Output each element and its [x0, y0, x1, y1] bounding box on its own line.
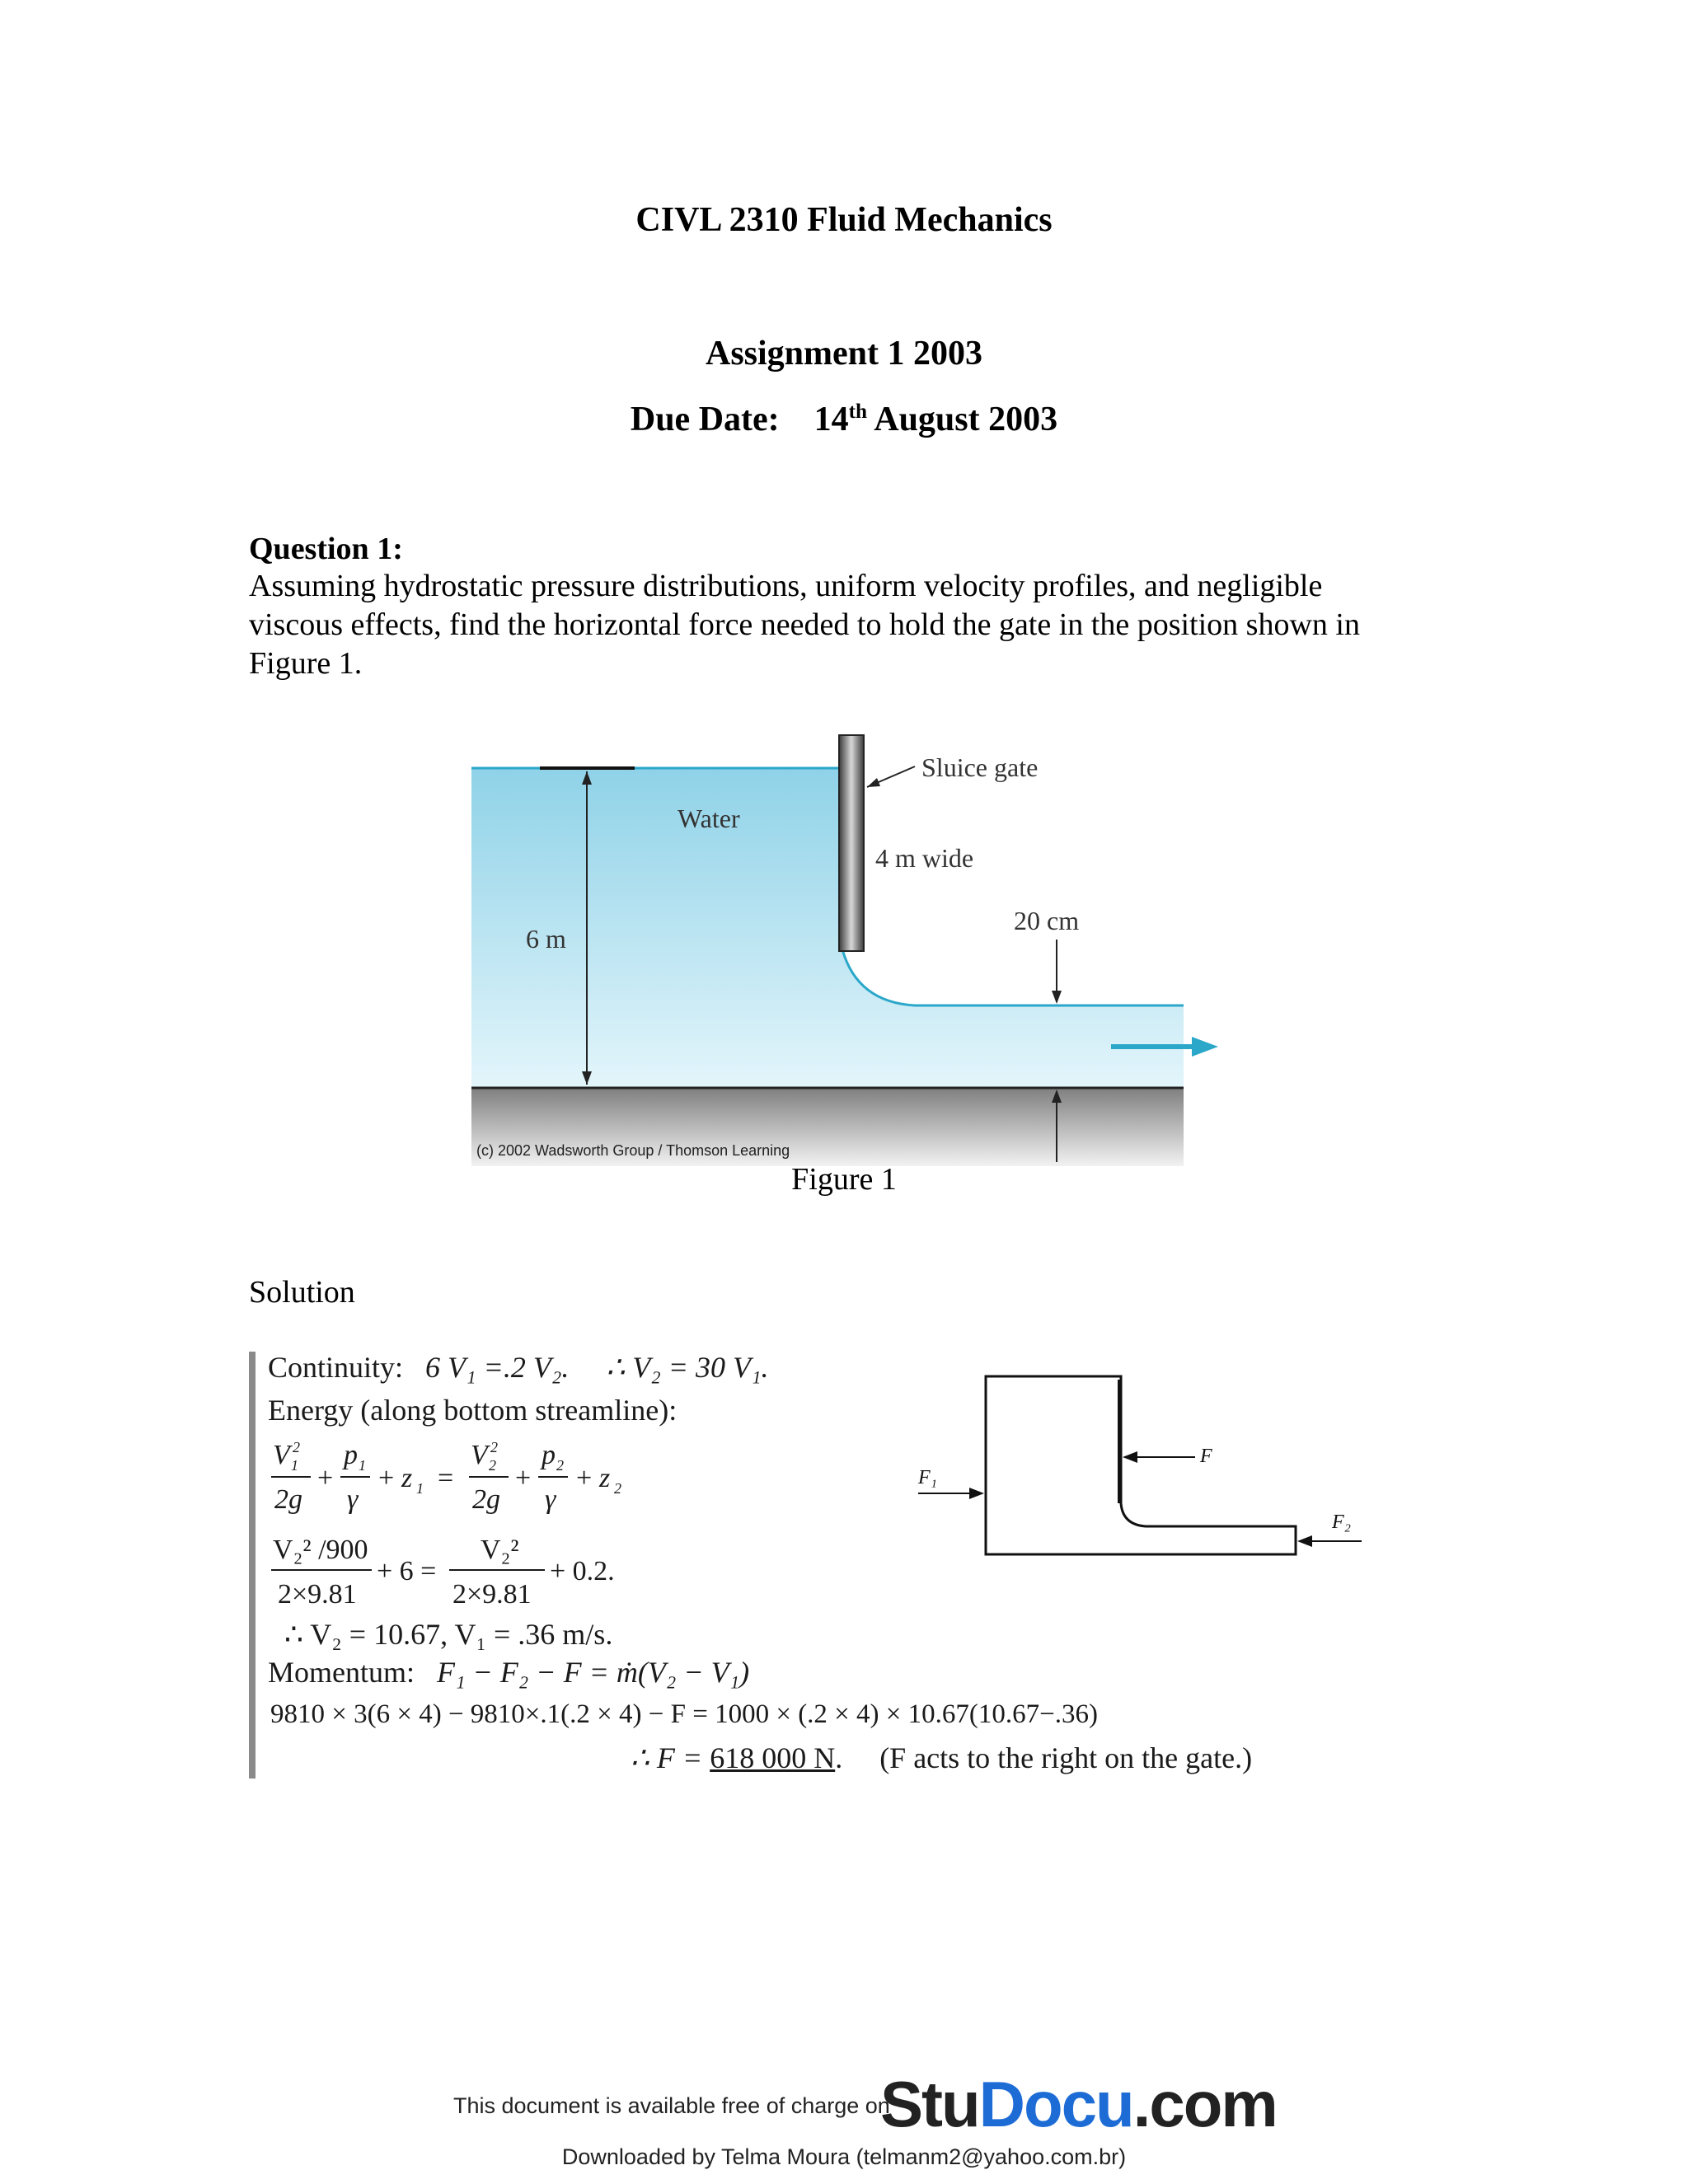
- due-date: [0, 400, 1688, 439]
- continuity-line: [268, 1350, 769, 1385]
- width-label: 4 m wide: [875, 843, 974, 873]
- svg-text:V: V: [471, 1440, 488, 1470]
- svg-text:2: 2: [614, 1480, 621, 1497]
- f1-arrow-head: [969, 1488, 984, 1499]
- svg-text:z: z: [401, 1463, 413, 1493]
- svg-text:p: p: [542, 1440, 556, 1470]
- figure-caption: Figure 1: [791, 1162, 897, 1197]
- answer-line: ∴ F = 618 000 N. (F acts to the right on the gate.): [631, 1741, 1253, 1774]
- flow-arrow-head: [1192, 1037, 1218, 1057]
- energy-denominator-left: 2×9.81: [278, 1579, 357, 1610]
- svg-text:z: z: [599, 1463, 611, 1493]
- f-label: F: [1200, 1446, 1212, 1467]
- svg-text:γ: γ: [347, 1484, 359, 1515]
- svg-text:+: +: [317, 1463, 334, 1493]
- due-suffix: th: [848, 401, 868, 423]
- velocity-result: ∴ V₂ = 10.67, V₁ = .36 m/s.: [284, 1618, 613, 1651]
- energy-top-right: V₂²: [481, 1535, 519, 1565]
- numeric-momentum-eq: 9810 × 3(6 × 4) − 9810×.1(.2 × 4) − F = 1000 × (.2 × 4) × 10.67(10.67−.36): [270, 1699, 1098, 1729]
- question-heading: Question 1:: [249, 532, 403, 566]
- svg-text:2: 2: [556, 1457, 564, 1474]
- question-line-1: Assuming hydrostatic pressure distributions, uniform velocity profiles, and negligible: [249, 569, 1323, 603]
- svg-text:2: 2: [293, 1439, 300, 1455]
- due-month-year: August 2003: [874, 401, 1058, 438]
- footer-availability: This document is available free of charge on: [453, 2093, 890, 2118]
- energy-tail: + 0.2.: [550, 1556, 615, 1586]
- energy-middle: + 6 =: [377, 1556, 437, 1586]
- continuity-label: Continuity:: [268, 1351, 404, 1384]
- svg-text:1: 1: [359, 1457, 366, 1474]
- svg-text:V: V: [273, 1440, 290, 1470]
- depth-label: 6 m: [526, 924, 566, 954]
- svg-text:2: 2: [490, 1439, 498, 1455]
- outflow-depth-label: 20 cm: [1014, 906, 1080, 935]
- svg-text:1: 1: [291, 1457, 298, 1474]
- continuity-result: ∴ V₂ = 30 V₁.: [606, 1351, 769, 1384]
- energy-numeric-equation: [268, 1529, 647, 1615]
- momentum-line: [268, 1655, 749, 1690]
- control-volume: [986, 1376, 1296, 1554]
- question-text: [249, 567, 1360, 683]
- f2-label: F₂: [1332, 1511, 1352, 1533]
- f-arrow-head: [1123, 1451, 1137, 1463]
- momentum-label: Momentum:: [268, 1656, 415, 1689]
- footer-downloaded-by: Downloaded by Telma Moura (telmanm2@yahoo.com.br): [561, 2144, 1127, 2169]
- continuity-eq: 6 V₁ =.2 V₂.: [425, 1351, 570, 1384]
- energy-denominator-right: 2×9.81: [452, 1579, 532, 1610]
- energy-top-left: V₂² /900: [273, 1535, 368, 1565]
- water-label: Water: [678, 804, 740, 833]
- svg-text:2: 2: [489, 1457, 496, 1474]
- momentum-eq: F₁ − F₂ − F = ṁ(V₂ − V₁): [437, 1656, 750, 1689]
- svg-text:2g: 2g: [472, 1484, 500, 1515]
- sluice-gate-figure: [470, 725, 1228, 1166]
- question-line-2: viscous effects, find the horizontal force needed to hold the gate in the position shown in: [249, 607, 1360, 642]
- svg-text:+: +: [378, 1463, 395, 1493]
- free-body-diagram: [907, 1368, 1368, 1566]
- copyright-text: (c) 2002 Wadsworth Group / Thomson Learning: [476, 1142, 790, 1159]
- due-day: 14: [814, 401, 849, 438]
- due-label: Due Date:: [630, 401, 780, 438]
- logo-stu: Stu: [880, 2068, 979, 2140]
- outflow-surface: [842, 949, 1184, 1005]
- answer-value: 618 000 N: [710, 1741, 836, 1774]
- svg-text:+: +: [515, 1463, 532, 1493]
- logo-docu: Docu: [978, 2068, 1133, 2140]
- svg-text:γ: γ: [545, 1484, 556, 1515]
- svg-text:2g: 2g: [274, 1484, 302, 1515]
- question-line-3: Figure 1.: [249, 646, 363, 681]
- studocu-logo[interactable]: [880, 2067, 1277, 2142]
- sluice-gate-label: Sluice gate: [921, 752, 1039, 782]
- assignment-title: Assignment 1 2003: [705, 335, 983, 373]
- solution-heading: Solution: [249, 1275, 355, 1310]
- course-title: CIVL 2310 Fluid Mechanics: [635, 201, 1053, 239]
- logo-com: .com: [1132, 2068, 1277, 2140]
- gate-pointer-head: [867, 778, 880, 787]
- svg-text:1: 1: [416, 1480, 424, 1497]
- sluice-gate: [839, 735, 864, 951]
- answer-prefix: ∴ F =: [631, 1741, 703, 1774]
- answer-note: (F acts to the right on the gate.): [879, 1741, 1253, 1774]
- f2-arrow-head: [1297, 1535, 1312, 1547]
- svg-text:p: p: [344, 1440, 358, 1470]
- svg-text:+: +: [576, 1463, 593, 1493]
- outflow-arrow-top: [1052, 991, 1062, 1004]
- energy-label: Energy (along bottom streamline):: [268, 1394, 678, 1427]
- bernoulli-equation: [268, 1436, 647, 1518]
- f1-label: F₁: [918, 1467, 938, 1488]
- svg-text:=: =: [438, 1463, 454, 1493]
- solution-rule: [249, 1352, 256, 1779]
